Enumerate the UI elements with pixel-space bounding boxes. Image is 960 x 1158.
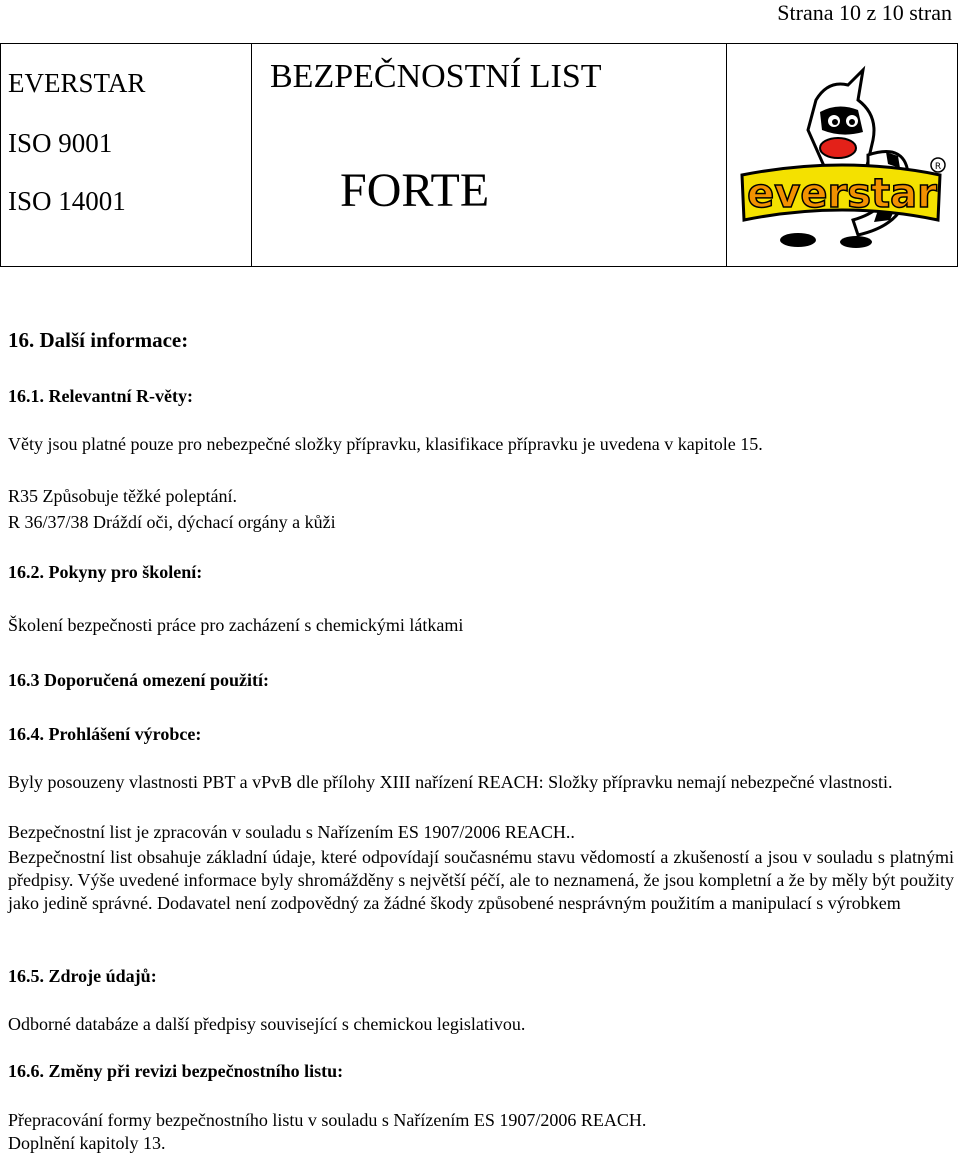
product-name: FORTE [340, 164, 490, 217]
r-phrase: R 36/37/38 Dráždí oči, dýchací orgány a kůži [8, 512, 336, 532]
subsection-title: 16.2. Pokyny pro školení: [8, 562, 203, 582]
paragraph: Školení bezpečnosti práce pro zacházení s chemickými látkami [8, 615, 464, 635]
r-phrase: R35 Způsobuje těžké poleptání. [8, 486, 237, 506]
paragraph: Bezpečnostní list je zpracován v souladu s Nařízením ES 1907/2006 REACH.. [8, 822, 575, 842]
registered-mark: R [934, 162, 942, 172]
subsection-title: 16.5. Zdroje údajů: [8, 966, 157, 986]
page-number: Strana 10 z 10 stran [777, 0, 952, 25]
header-divider [726, 44, 727, 266]
company-name: EVERSTAR [8, 68, 146, 98]
paragraph: Byly posouzeny vlastnosti PBT a vPvB dle přílohy XIII nařízení REACH: Složky přípravku nemají nebezpečné vlastnosti. [8, 772, 893, 792]
subsection-title: 16.6. Změny při revizi bezpečnostního listu: [8, 1061, 344, 1081]
paragraph: Doplnění kapitoly 13. [8, 1133, 166, 1153]
raccoon-mascot-icon [738, 60, 948, 255]
subsection-title: 16.4. Prohlášení výrobce: [8, 724, 202, 744]
subsection-title: 16.1. Relevantní R-věty: [8, 386, 193, 406]
paragraph: Věty jsou platné pouze pro nebezpečné složky přípravku, klasifikace přípravku je uvedena v kapitole 15. [8, 434, 763, 454]
document-title: BEZPEČNOSTNÍ LIST [270, 58, 602, 95]
logo-brand-text: everstar [747, 171, 937, 217]
header-divider [251, 44, 252, 266]
paragraph: Přepracování formy bezpečnostního listu v souladu s Nařízením ES 1907/2006 REACH. [8, 1110, 647, 1130]
subsection-title: 16.3 Doporučená omezení použití: [8, 670, 269, 690]
iso-9001-label: ISO 9001 [8, 128, 113, 158]
section-title: 16. Další informace: [8, 328, 189, 352]
paragraph: Odborné databáze a další předpisy související s chemickou legislativou. [8, 1014, 526, 1034]
iso-14001-label: ISO 14001 [8, 186, 126, 216]
everstar-logo [738, 60, 948, 255]
paragraph: Bezpečnostní list obsahuje základní údaje, které odpovídají současnému stavu vědomostí a zkušeností a jsou v souladu s platnými předpisy. Výše uvedené informace byly shromážděny s největší péčí, ale to neznamená, že jsou kompletní a že by měly být použity jako jedině správné. Dodavatel není zodpovědný za žádné škody způsobené nesprávným použitím a manipulací s výrobkem [8, 847, 954, 913]
